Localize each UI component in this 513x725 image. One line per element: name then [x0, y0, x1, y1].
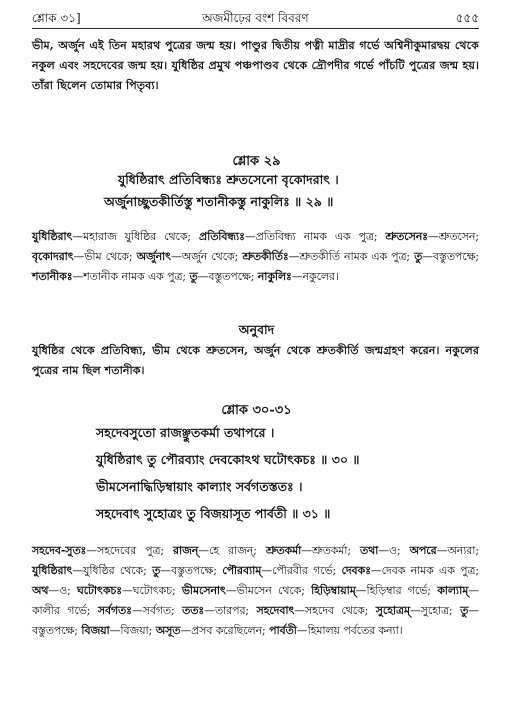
gloss-term: পৌরব্যাম্	[222, 564, 262, 577]
word-meanings-30-31	[32, 541, 479, 641]
gloss-term: বৃকোদরাৎ	[32, 250, 74, 263]
gloss-term: তু	[414, 250, 423, 263]
gloss-meaning: —শতানীক নামক এক পুত্র;	[72, 270, 190, 283]
verse-29-line-2: অর্জুনাচ্ছুতকীর্তিস্তু শতানীকস্তু নাকুলিঃ ॥ ২৯ ॥	[104, 194, 334, 209]
gloss-meaning: —সুহোত্র;	[409, 604, 461, 617]
header-chapter-title: অজমীঢ়ের বংশ বিবরণ	[202, 11, 309, 25]
header-verse-ref: শ্লোক ৩১]	[32, 11, 81, 25]
gloss-meaning: —প্রতিবিন্ধ্য নামক এক পুত্র;	[244, 230, 386, 243]
gloss-term: রাজন্	[173, 544, 199, 557]
gloss-term: অসূত	[155, 624, 181, 637]
gloss-meaning: —পৌরবীর গর্ভে;	[261, 564, 342, 577]
gloss-meaning: —বস্তুতপক্ষে;	[422, 250, 479, 263]
gloss-term: সুহোত্রম্	[375, 604, 410, 617]
gloss-meaning: —কালীর গর্ভে;	[32, 584, 479, 617]
gloss-meaning: —হে রাজন্;	[198, 544, 266, 557]
gloss-term: ততঃ	[182, 604, 205, 617]
gloss-meaning: —ও;	[48, 584, 78, 597]
verse-29-title: শ্লোক ২৯	[232, 154, 281, 169]
gloss-term: শ্রুতসেনঃ	[385, 230, 428, 243]
gloss-term: বিজয়া	[81, 624, 110, 637]
verse-29-line-1: যুধিষ্ঠিরাৎ প্রতিবিন্ধ্যঃ শ্রুতসেনো বৃকোদরাৎ ।	[118, 172, 339, 187]
gloss-term: তু	[152, 564, 161, 577]
gloss-meaning: —সহদেবের পুত্র;	[86, 544, 174, 557]
gloss-term: যুধিষ্ঠিরাৎ	[32, 230, 73, 243]
gloss-term: পার্বতী	[269, 624, 297, 637]
word-meanings-29	[32, 227, 479, 287]
gloss-term: কাল্যাম্	[437, 584, 469, 597]
gloss-meaning: —যুধিষ্ঠির থেকে;	[72, 564, 153, 577]
gloss-term: নাকুলিঃ	[257, 270, 292, 283]
gloss-term: ভীমসেনাৎ	[181, 584, 226, 597]
gloss-meaning: —অন্যরা;	[436, 544, 479, 557]
gloss-term: তু	[460, 604, 469, 617]
translation-title: অনুবাদ	[238, 322, 275, 337]
gloss-meaning: —মহারাজ যুধিষ্ঠির থেকে;	[72, 230, 200, 243]
gloss-term: তথা	[360, 544, 379, 557]
gloss-term: দেবকঃ	[341, 564, 371, 577]
gloss-meaning: —ও;	[378, 544, 410, 557]
verse-30-line-2: যুধিষ্ঠিরাৎ তু পৌরব্যাং দেবকোঽথ ঘটোৎকচঃ ॥ ৩০ ॥	[96, 452, 360, 467]
gloss-term: অর্জুনাৎ	[136, 250, 171, 263]
intro-paragraph: ভীম, অর্জুন এই তিন মহারথ পুত্রের জন্ম হয়। পাণ্ডুর দ্বিতীয় পত্নী মাদ্রীর গর্ভে অশ্বিনীকুমারদ্বয় থেকে নকুল এবং সহদেবের জন্ম হয়। যুধিষ্ঠির প্রমুখ পঞ্চপাণ্ডব থেকে দ্রৌপদীর গর্ভে পাঁচটি পুত্রের জন্ম হয়। তাঁরা ছিলেন তোমার পিতৃব্য।	[32, 38, 479, 92]
gloss-term: শতানীকঃ	[32, 270, 73, 283]
gloss-meaning: —ভীম থেকে;	[73, 250, 137, 263]
gloss-term: সহদেব-সুতঃ	[32, 544, 87, 557]
gloss-term: শ্রুতকর্মা	[265, 544, 302, 557]
gloss-meaning: —ঘটোৎকচ;	[121, 584, 182, 597]
gloss-meaning: —অর্জুন থেকে;	[170, 250, 243, 263]
gloss-term: যুধিষ্ঠিরাৎ	[32, 564, 73, 577]
verse-30-line-1: সহদেবসুতো রাজঞ্ছুতকর্মা তথাপরে ।	[96, 425, 275, 440]
gloss-term: তু	[189, 270, 198, 283]
verse-31-line-1: ভীমসেনাদ্ধিড়িম্বায়াং কাল্যাং সর্বগতস্ততঃ ।	[96, 479, 303, 494]
gloss-term: অথ	[32, 584, 49, 597]
gloss-meaning: —হিড়িম্বার গর্ভে;	[355, 584, 438, 597]
gloss-term: প্রতিবিন্ধ্যঃ	[199, 230, 245, 243]
gloss-meaning: —সহদেব থেকে;	[294, 604, 376, 617]
gloss-meaning: —প্রসব করেছিলেন;	[180, 624, 270, 637]
translation-text: যুধিষ্ঠির থেকে প্রতিবিন্ধ্য, ভীম থেকে শ্রুতসেন, অর্জুন থেকে শ্রুতকীর্তি জন্মগ্রহণ করেন। নকুলের পুত্রের নাম ছিল শতানীক।	[32, 343, 479, 377]
gloss-meaning: —শ্রুতকর্মা;	[301, 544, 360, 557]
gloss-meaning: —শ্রুতসেন;	[427, 230, 479, 243]
gloss-term: শ্রুতকীর্তিঃ	[242, 250, 289, 263]
gloss-meaning: —হিমালয় পর্বতের কন্যা।	[296, 624, 403, 637]
gloss-meaning: —তারপর;	[204, 604, 257, 617]
gloss-meaning: —শ্রুতকীর্তি নামক এক পুত্র;	[288, 250, 415, 263]
gloss-term: হিড়িম্বায়াম্	[311, 584, 356, 597]
gloss-meaning: —বস্তুতপক্ষে;	[160, 564, 223, 577]
running-header	[32, 8, 479, 29]
gloss-meaning: —দেবক নামক এক পুত্র;	[370, 564, 479, 577]
gloss-meaning: —ভীমসেন থেকে;	[225, 584, 312, 597]
gloss-meaning: —বিজয়া;	[109, 624, 156, 637]
gloss-term: সহদেবাৎ	[256, 604, 295, 617]
gloss-term: ঘটোৎকচঃ	[77, 584, 122, 597]
gloss-meaning: —বস্তুতপক্ষে;	[32, 604, 480, 637]
gloss-meaning: —নকুলের।	[291, 270, 339, 283]
verse-30-31-title: শ্লোক ৩০-৩১	[221, 403, 292, 418]
gloss-term: অপরে	[409, 544, 437, 557]
page-number: ৫৫৫	[455, 11, 479, 25]
gloss-meaning: —সর্বগত;	[131, 604, 183, 617]
gloss-meaning: —বস্তুতপক্ষে;	[197, 270, 258, 283]
gloss-term: সর্বগতঃ	[97, 604, 132, 617]
verse-31-line-2: সহদেবাৎ সুহোত্রং তু বিজয়াসূত পার্বতী ॥ ৩১ ॥	[96, 506, 331, 521]
